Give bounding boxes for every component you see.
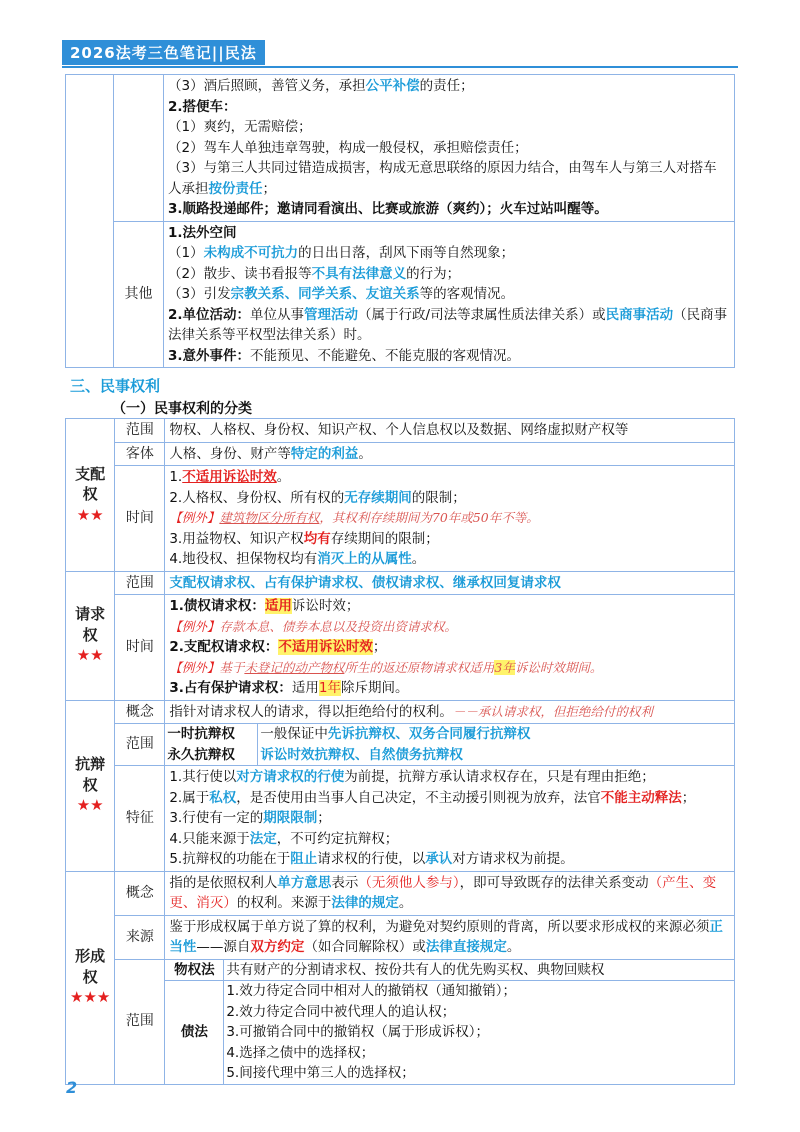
table-row (66, 419, 735, 443)
table-row (66, 595, 735, 701)
top-table (65, 74, 735, 368)
header-divider (62, 66, 738, 68)
label-concept: 概念 (115, 700, 165, 724)
top-row2-content: 1.法外空间 （1）未构成不可抗力的日出日落，刮风下雨等自然现象； （2）散步、读书看报等不具有法律意义的行为； （3）引发宗教关系、同学关系、友谊关系等的客观情况。 2.单位活动：单位从事管理活动（属于行政/司法等隶属性质法律关系）或民商事活动（民商事法律关系等平权型法律关系）时。 3.意外事件：不能预见、不能避免、不能克服的客观情况。 (164, 221, 735, 368)
row-label-empty (66, 75, 114, 222)
xingcheng-label: 形成权 ★★★ (66, 871, 115, 1084)
table-row (66, 221, 735, 368)
row-label-other: 其他 (114, 221, 164, 368)
zhipei-time: 1.不适用诉讼时效。 2.人格权、身份权、所有权的无存续期间的限制； 【例外】建筑物区分所有权，其权利存续期间为70年或50年不等。 3.用益物权、知识产权均有存续期间的限制； 4.地役权、担保物权均有消灭上的从属性。 (165, 466, 735, 572)
label-scope: 范围 (115, 571, 165, 595)
qingqiu-scope: 支配权请求权、占有保护请求权、债权请求权、继承权回复请求权 (165, 571, 735, 595)
label-time: 时间 (115, 595, 165, 701)
label-concept: 概念 (115, 871, 165, 915)
list-item: 2.效力待定合同中被代理人的追认权； (226, 1003, 456, 1020)
list-item: 3.可撤销合同中的撤销权（属于形成诉权）； (226, 1024, 489, 1040)
zhipei-scope: 物权、人格权、身份权、知识产权、个人信息权以及数据、网络虚拟财产权等 (165, 419, 735, 443)
list-item: 4.选择之债中的选择权； (226, 1044, 375, 1061)
kangbian-concept: 指针对请求权人的请求，得以拒绝给付的权利。－－承认请求权，但拒绝给付的权利 (165, 700, 735, 724)
qingqiu-time: 1.债权请求权：适用诉讼时效； 【例外】存款本息、债券本息以及投资出资请求权。 2.支配权请求权：不适用诉讼时效； 【例外】基于未登记的动产物权所生的返还原物请求权适用3年诉讼时效期间。 3.占有保护请求权：适用1年除斥期间。 (165, 595, 735, 701)
table-row (66, 766, 735, 872)
subsection-title: （一）民事权利的分类 (112, 401, 252, 417)
table-row (66, 75, 735, 222)
temp-defense-label: 一时抗辩权 (165, 724, 258, 745)
label-features: 特征 (115, 766, 165, 872)
list-item: 5.间接代理中第三人的选择权； (226, 1065, 415, 1081)
table-row (66, 724, 735, 766)
obligation-law-list (224, 981, 734, 1084)
perm-defense-label: 永久抗辩权 (165, 745, 258, 766)
kangbian-scope: 一时抗辩权 一般保证中先诉抗辩权、双务合同履行抗辩权 永久抗辩权 诉讼时效抗辩权、自然债务抗辩权 (165, 724, 735, 766)
section-title: 三、民事权利 (70, 377, 161, 395)
table-row (66, 959, 735, 1084)
table-row (66, 871, 735, 915)
rights-table (65, 418, 735, 1085)
table-row (66, 571, 735, 595)
row-label-empty2 (66, 221, 114, 368)
label-source: 来源 (115, 915, 165, 959)
table-row (66, 915, 735, 959)
zhipei-object: 人格、身份、财产等特定的利益。 (165, 442, 735, 466)
row-sub-empty (114, 75, 164, 222)
xingcheng-scope (165, 959, 735, 1084)
qingqiu-label: 请求权 ★★ (66, 571, 115, 700)
label-scope: 范围 (115, 724, 165, 766)
table-row (66, 700, 735, 724)
label-scope: 范围 (115, 959, 165, 1084)
kangbian-label: 抗辩权 ★★ (66, 700, 115, 871)
table-row (66, 466, 735, 572)
table-row (66, 442, 735, 466)
xingcheng-source: 鉴于形成权属于单方说了算的权利，为避免对契约原则的背离，所以要求形成权的来源必须正当性——源自双方约定（如合同解除权）或法律直接规定。 (165, 915, 735, 959)
zhipei-label: 支配权 ★★ (66, 419, 115, 572)
property-law-label: 物权法 (165, 960, 224, 981)
header-title: 2026法考三色笔记||民法 (62, 40, 265, 65)
list-item: 1.效力待定合同中相对人的撤销权（通知撤销）； (226, 983, 516, 999)
property-law-content: 共有财产的分割请求权、按份共有人的优先购买权、典物回赎权 (224, 960, 734, 981)
page-number: 2 (66, 1078, 78, 1097)
obligation-law-label: 债法 (165, 981, 224, 1084)
kangbian-features: 1.其行使以对方请求权的行使为前提，抗辩方承认请求权存在，只是有理由拒绝； 2.属于私权，是否使用由当事人自己决定，不主动援引则视为放弃，法官不能主动释法； 3.行使有一定的期限限制； 4.只能来源于法定，不可约定抗辩权； 5.抗辩权的功能在于阻止请求权的行使，以承认对方请求权为前提。 (165, 766, 735, 872)
label-object: 客体 (115, 442, 165, 466)
label-scope: 范围 (115, 419, 165, 443)
xingcheng-concept: 指的是依照权利人单方意思表示（无须他人参与），即可导致既存的法律关系变动（产生、变更、消灭）的权利。来源于法律的规定。 (165, 871, 735, 915)
label-time: 时间 (115, 466, 165, 572)
top-row1-content: （3）酒后照顾，善管义务，承担公平补偿的责任； 2.搭便车： （1）爽约，无需赔偿； （2）驾车人单独违章驾驶，构成一般侵权，承担赔偿责任； （3）与第三人共同过错造成损害，构成无意思联络的原因力结合，由驾车人与第三人对搭车人承担按份责任； 3.顺路投递邮件；邀请同看演出、比赛或旅游（爽约）；火车过站叫醒等。 (164, 75, 735, 222)
